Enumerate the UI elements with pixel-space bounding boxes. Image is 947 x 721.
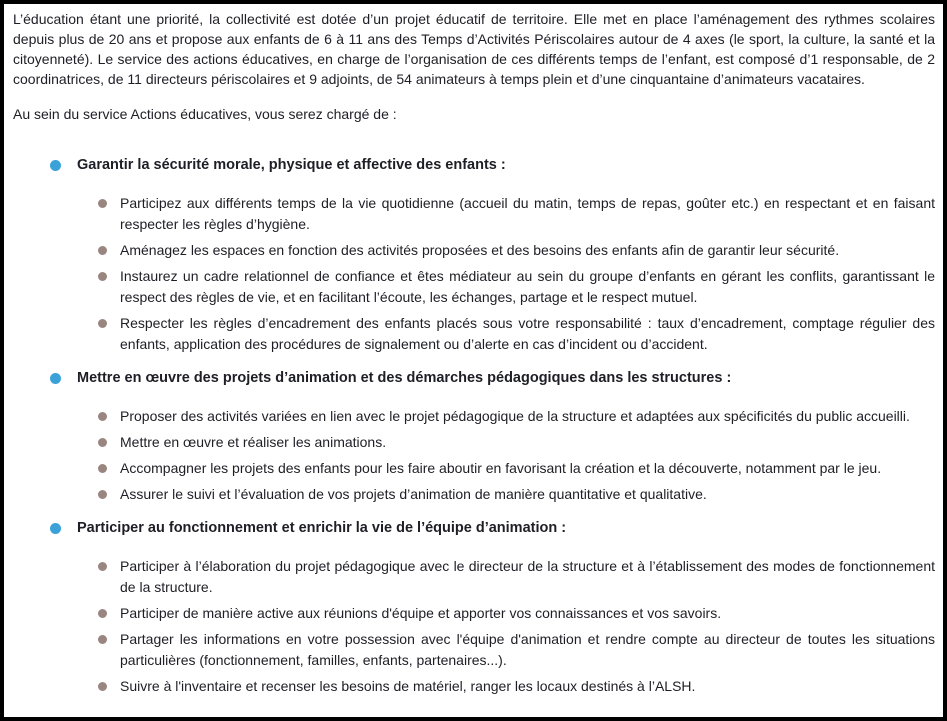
section-heading-row: [13, 155, 935, 176]
task-item-text: Respecter les règles d’encadrement des enfants placés sous votre responsabilité : taux d’encadrement, comptage régulier des enfants, application des procédures de signalement ou d’alerte en cas d’incident ou d’accident.: [120, 315, 935, 352]
task-item-text: Participer de manière active aux réunions d'équipe et apporter vos connaissances et vos savoirs.: [120, 605, 722, 621]
taupe-bullet-icon: [98, 464, 107, 473]
taupe-bullet-icon: [98, 609, 107, 618]
task-item-text: Participer à l’élaboration du projet pédagogique avec le directeur de la structure et à l’établissement des modes de fonctionnement de la structure.: [120, 558, 935, 595]
task-item: [13, 406, 935, 427]
task-item: [13, 484, 935, 505]
taupe-bullet-icon: [98, 562, 107, 571]
section-heading-row: [13, 368, 935, 389]
task-item-text: Assurer le suivi et l’évaluation de vos projets d’animation de manière quantitative et qualitative.: [120, 486, 707, 502]
taupe-bullet-icon: [98, 682, 107, 691]
task-item-text: Suivre à l'inventaire et recenser les besoins de matériel, ranger les locaux destinés à l’ALSH.: [120, 678, 696, 694]
section-securite: [13, 155, 935, 355]
blue-bullet-icon: [50, 160, 61, 171]
taupe-bullet-icon: [98, 635, 107, 644]
task-item: [13, 193, 935, 235]
taupe-bullet-icon: [98, 490, 107, 499]
taupe-bullet-icon: [98, 246, 107, 255]
task-item: [13, 313, 935, 355]
taupe-bullet-icon: [98, 272, 107, 281]
taupe-bullet-icon: [98, 199, 107, 208]
taupe-bullet-icon: [98, 412, 107, 421]
blue-bullet-icon: [50, 523, 61, 534]
task-item-text: Partager les informations en votre possession avec l'équipe d'animation et rendre compte au directeur de toutes les situations particulières (fonctionnement, familles, enfants, partenaires...).: [120, 631, 935, 668]
task-item-text: Instaurez un cadre relationnel de confiance et êtes médiateur au sein du groupe d’enfants en gérant les conflits, garantissant le respect des règles de vie, et en facilitant l’écoute, les échanges, partage et le respect mutuel.: [120, 268, 935, 305]
section-heading: Participer au fonctionnement et enrichir la vie de l’équipe d’animation :: [77, 520, 567, 536]
intro-paragraph: L’éducation étant une priorité, la collectivité est dotée d’un projet éducatif de territoire. Elle met en place l’aménagement des rythmes scolaires depuis plus de 20 ans et propose aux enfants de 6 à 11 ans des Temps d’Activités Périscolaires autour de 4 axes (le sport, la culture, la santé et la citoyenneté). Le service des actions éducatives, en charge de l’organisation de ces différents temps de l’enfant, est composé d’1 responsable, de 2 coordinatrices, de 11 directeurs périscolaires et 9 adjoints, de 54 animateurs à temps plein et d’une cinquantaine d’animateurs vacataires.: [13, 11, 935, 87]
task-item: [13, 603, 935, 624]
section-equipe-animation: [13, 518, 935, 697]
blue-bullet-icon: [50, 373, 61, 384]
task-item: [13, 629, 935, 671]
task-item: [13, 266, 935, 308]
section-heading: Garantir la sécurité morale, physique et affective des enfants :: [77, 157, 506, 173]
taupe-bullet-icon: [98, 438, 107, 447]
task-item-text: Participez aux différents temps de la vie quotidienne (accueil du matin, temps de repas, goûter etc.) en respectant et en faisant respecter les règles d’hygiène.: [120, 195, 935, 232]
task-item-text: Proposer des activités variées en lien avec le projet pédagogique de la structure et adaptées aux spécificités du public accueilli.: [120, 408, 910, 424]
task-item: [13, 458, 935, 479]
task-item-text: Mettre en œuvre et réaliser les animations.: [120, 434, 387, 450]
lead-in-text: Au sein du service Actions éducatives, vous serez chargé de :: [13, 106, 397, 122]
taupe-bullet-icon: [98, 319, 107, 328]
task-item: [13, 240, 935, 261]
task-item: [13, 556, 935, 598]
task-item-text: Aménagez les espaces en fonction des activités proposées et des besoins des enfants afin de garantir leur sécurité.: [120, 242, 840, 258]
section-heading: Mettre en œuvre des projets d’animation et des démarches pédagogiques dans les structures :: [77, 370, 732, 386]
section-projets-animation: [13, 368, 935, 505]
task-item: [13, 676, 935, 697]
task-item-text: Accompagner les projets des enfants pour les faire aboutir en favorisant la création et la découverte, notamment par le jeu.: [120, 460, 882, 476]
task-item: [13, 432, 935, 453]
section-heading-row: [13, 518, 935, 539]
